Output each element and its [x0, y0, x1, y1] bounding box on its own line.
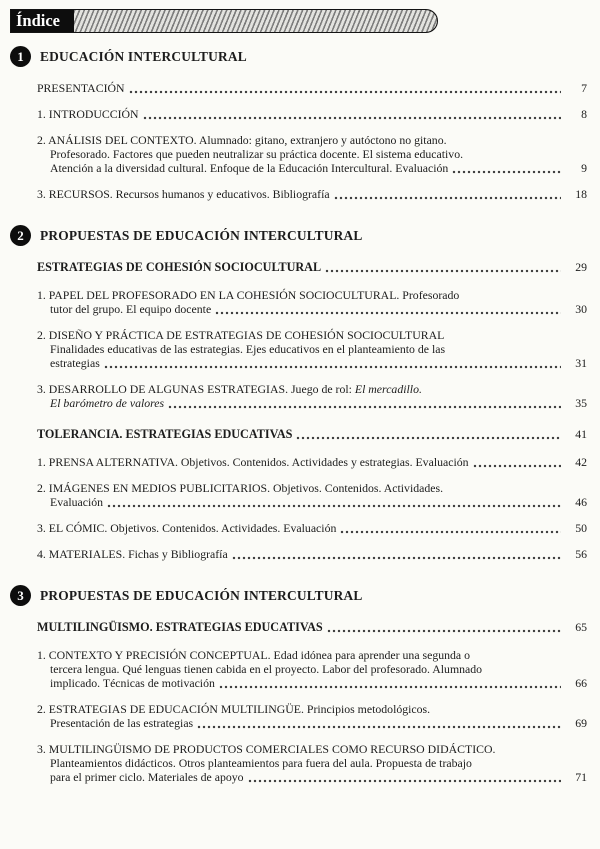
entry-list: [37, 620, 587, 784]
entry-line: [37, 81, 587, 95]
toc-entry: [37, 260, 587, 274]
dot-leader: [248, 772, 561, 783]
entry-text-segment: tutor del grupo. El equipo docente: [50, 302, 212, 316]
dot-leader: [325, 262, 561, 273]
entry-text-segment: estrategias: [50, 356, 100, 370]
dot-leader: [197, 718, 561, 729]
dot-leader: [473, 457, 561, 468]
dot-leader: [143, 109, 561, 120]
toc-entry: [37, 187, 587, 201]
page-number: 30: [575, 302, 587, 316]
page-number: 50: [575, 521, 587, 535]
dot-leader: [327, 622, 561, 633]
entry-line: [37, 107, 587, 121]
page-number: 69: [575, 716, 587, 730]
entry-text-segment: 2. ANÁLISIS DEL CONTEXTO. Alumnado: gitano, extranjero y autóctono no gitano.: [37, 133, 447, 147]
entry-text: [50, 716, 193, 730]
page-number: 9: [581, 161, 587, 175]
entry-text-segment: 2. IMÁGENES EN MEDIOS PUBLICITARIOS. Objetivos. Contenidos. Actividades.: [37, 481, 444, 495]
page-number: 41: [575, 427, 587, 441]
entry-text-segment: 3. RECURSOS. Recursos humanos y educativos. Bibliografía: [37, 187, 330, 201]
entry-text-italic: El barómetro de valores: [50, 396, 165, 410]
entry-line: [37, 260, 587, 274]
entry-line: [37, 455, 587, 469]
page-number: 65: [575, 620, 587, 634]
section-number-badge: 3: [10, 585, 31, 606]
entry-text-segment: Atención a la diversidad cultural. Enfoque de la Educación Intercultural. Evaluación: [50, 161, 449, 175]
entry-line: [37, 547, 587, 561]
toc-entry: [37, 288, 587, 316]
entry-text: [37, 702, 430, 716]
toc-section: [10, 46, 587, 201]
section-number-badge: 1: [10, 46, 31, 67]
entry-line: [37, 756, 587, 770]
entry-text: [37, 521, 336, 535]
entry-list: [37, 260, 587, 561]
entry-text-segment: Presentación de las estrategias: [50, 716, 194, 730]
toc-entry: [37, 648, 587, 690]
entry-line: [37, 427, 587, 441]
entry-line: [37, 716, 587, 730]
toc-entry: [37, 328, 587, 370]
entry-text-segment: 2. DISEÑO Y PRÁCTICA DE ESTRATEGIAS DE COHESIÓN SOCIOCULTURAL: [37, 328, 445, 342]
toc-entry: [37, 427, 587, 441]
entry-text: [37, 133, 447, 147]
toc-entry: [37, 81, 587, 95]
entry-text: [50, 356, 100, 370]
dot-leader: [219, 678, 561, 689]
entry-text: [50, 302, 211, 316]
entry-text-segment: 2. ESTRATEGIAS DE EDUCACIÓN MULTILINGÜE. Principios metodológicos.: [37, 702, 431, 716]
entry-text: [50, 756, 472, 770]
entry-text-segment: Profesorado. Factores que pueden neutralizar su práctica docente. El sistema educativo.: [50, 147, 464, 161]
entry-text: [50, 495, 103, 509]
section-title: EDUCACIÓN INTERCULTURAL: [40, 48, 247, 64]
page-number: 35: [575, 396, 587, 410]
toc-entry: [37, 521, 587, 535]
section-number-badge: 2: [10, 225, 31, 246]
entry-line: [37, 620, 587, 634]
dot-leader: [296, 429, 561, 440]
toc-entry: [37, 620, 587, 634]
entry-text: [50, 770, 244, 784]
section-heading: [10, 585, 587, 606]
entry-text-segment: 3. EL CÓMIC. Objetivos. Contenidos. Actividades. Evaluación: [37, 521, 337, 535]
entry-line: [37, 702, 587, 716]
entry-text-segment: 3. MULTILINGÜISMO DE PRODUCTOS COMERCIALES COMO RECURSO DIDÁCTICO.: [37, 742, 496, 756]
entry-text: [37, 288, 459, 302]
entry-line: [37, 288, 587, 302]
entry-text-segment: tercera lengua. Qué lenguas tienen cabida en el proyecto. Labor del profesorado. Alumnado: [50, 662, 483, 676]
entry-text-segment: 1. CONTEXTO Y PRECISIÓN CONCEPTUAL. Edad idónea para aprender una segunda o: [37, 648, 471, 662]
toc-entry: [37, 107, 587, 121]
page-number: 66: [575, 676, 587, 690]
entry-line: [37, 396, 587, 410]
page-number: 18: [575, 187, 587, 201]
entry-text-segment: Evaluación: [50, 495, 104, 509]
toc-entry: [37, 547, 587, 561]
entry-text-segment: 4. MATERIALES. Fichas y Bibliografía: [37, 547, 228, 561]
entry-line: [37, 662, 587, 676]
dot-leader: [340, 523, 561, 534]
entry-text-segment: MULTILINGÜISMO. ESTRATEGIAS EDUCATIVAS: [37, 620, 323, 634]
entry-text: [37, 547, 228, 561]
toc-section: [10, 585, 587, 784]
entry-line: [37, 481, 587, 495]
entry-text: [50, 662, 482, 676]
index-banner: [10, 9, 438, 33]
entry-line: [37, 495, 587, 509]
banner-stripes-decoration: [74, 10, 437, 32]
toc-entry: [37, 382, 587, 410]
entry-text: [37, 328, 444, 342]
toc-sections: [10, 46, 587, 784]
entry-text: [50, 161, 448, 175]
dot-leader: [232, 549, 561, 560]
page-number: 29: [575, 260, 587, 274]
entry-text-segment: TOLERANCIA. ESTRATEGIAS EDUCATIVAS: [37, 427, 293, 441]
entry-text: [50, 147, 463, 161]
dot-leader: [104, 358, 561, 369]
entry-text-segment: Finalidades educativas de las estrategias. Ejes educativos en el planteamiento de las: [50, 342, 446, 356]
page-number: 7: [581, 81, 587, 95]
entry-text-segment: implicado. Técnicas de motivación: [50, 676, 215, 690]
dot-leader: [215, 304, 561, 315]
entry-list: [37, 81, 587, 201]
page-number: 42: [575, 455, 587, 469]
entry-line: [37, 382, 587, 396]
toc-entry: [37, 481, 587, 509]
entry-line: [37, 342, 587, 356]
entry-text-segment: 1. PAPEL DEL PROFESORADO EN LA COHESIÓN SOCIOCULTURAL. Profesorado: [37, 288, 460, 302]
entry-text-segment: 3. DESARROLLO DE ALGUNAS ESTRATEGIAS. Juego de rol:: [37, 382, 355, 396]
entry-text-segment: Planteamientos didácticos. Otros planteamientos para fuera del aula. Propuesta de trabajo: [50, 756, 472, 770]
toc-entry: [37, 133, 587, 175]
section-heading: [10, 46, 587, 67]
entry-text: [37, 382, 422, 396]
entry-line: [37, 356, 587, 370]
entry-line: [37, 161, 587, 175]
entry-line: [37, 521, 587, 535]
page-title: Índice: [11, 10, 74, 32]
entry-text-segment: 1. INTRODUCCIÓN: [37, 107, 139, 121]
dot-leader: [168, 398, 561, 409]
entry-text: [37, 742, 495, 756]
entry-line: [37, 302, 587, 316]
entry-text: [50, 396, 164, 410]
entry-text: [37, 81, 125, 95]
entry-text: [37, 107, 139, 121]
entry-line: [37, 328, 587, 342]
entry-text: [37, 455, 469, 469]
entry-line: [37, 770, 587, 784]
entry-line: [37, 187, 587, 201]
entry-text-italic: El mercadillo.: [354, 382, 422, 396]
dot-leader: [452, 163, 561, 174]
entry-text-segment: PRESENTACIÓN: [37, 81, 125, 95]
section-title: PROPUESTAS DE EDUCACIÓN INTERCULTURAL: [40, 587, 363, 603]
entry-text: [37, 427, 292, 441]
entry-text-segment: 1. PRENSA ALTERNATIVA. Objetivos. Contenidos. Actividades y estrategias. Evaluación: [37, 455, 469, 469]
entry-text: [37, 620, 323, 634]
page-number: 31: [575, 356, 587, 370]
entry-text: [37, 648, 470, 662]
page-number: 56: [575, 547, 587, 561]
entry-text: [37, 260, 321, 274]
entry-text-segment: para el primer ciclo. Materiales de apoyo: [50, 770, 244, 784]
entry-line: [37, 742, 587, 756]
entry-line: [37, 147, 587, 161]
toc-section: [10, 225, 587, 561]
page-number: 71: [575, 770, 587, 784]
entry-text: [50, 676, 215, 690]
toc-entry: [37, 702, 587, 730]
entry-text-segment: ESTRATEGIAS DE COHESIÓN SOCIOCULTURAL: [37, 260, 322, 274]
entry-line: [37, 133, 587, 147]
entry-line: [37, 648, 587, 662]
entry-line: [37, 676, 587, 690]
entry-text: [37, 481, 443, 495]
dot-leader: [129, 83, 561, 94]
entry-text: [37, 187, 330, 201]
toc-entry: [37, 742, 587, 784]
dot-leader: [107, 497, 561, 508]
toc-entry: [37, 455, 587, 469]
dot-leader: [334, 189, 561, 200]
section-title: PROPUESTAS DE EDUCACIÓN INTERCULTURAL: [40, 227, 363, 243]
page-number: 46: [575, 495, 587, 509]
section-heading: [10, 225, 587, 246]
page-number: 8: [581, 107, 587, 121]
entry-text: [50, 342, 445, 356]
